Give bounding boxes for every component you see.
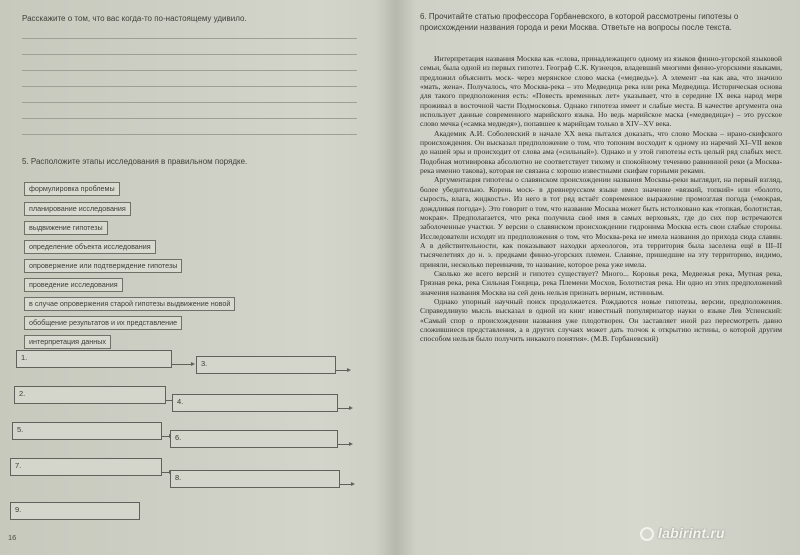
watermark-text: labirint.ru (658, 525, 725, 541)
labirint-logo-icon (640, 527, 654, 541)
step-card[interactable]: интерпретация данных (24, 335, 111, 349)
answer-slot-9[interactable] (10, 502, 140, 520)
article-paragraph: Однако упорный научный поиск продолжается. Рождаются новые гипотезы, версии, предположения. Справедливую мысль высказал в одной из книг известный популяризатор науки о языке Лев Успенский: «Самый спор о происхождении названия уже плодотворен. Он заставляет иной раз пересмотреть давно сложившиеся представления, а в других случаях может дать толчок к открытию истины, о которой другим способом нельзя было получить никакого понятия». (М.В. Горбаневский) (420, 296, 782, 344)
answer-slot-1[interactable] (16, 350, 172, 368)
answer-line (22, 70, 357, 71)
page-number: 16 (8, 533, 17, 542)
question-4: Расскажите о том, что вас когда-то по-настоящему удивило. (22, 14, 247, 23)
slot-number: 8. (175, 473, 182, 482)
answer-line (22, 86, 357, 87)
question-6: 6. Прочитайте статью профессора Горбаневского, в которой рассмотрены гипотезы о происхождении названия города и реки Москва. Ответьте на вопросы после текста. (420, 12, 739, 32)
article-paragraph: Академик А.И. Соболевский в начале XX века пытался доказать, что слово Москва – ирано-скифского происхождения. Он высказал предположение о том, что топоним восходит к одному из наречий XI–VII веков до нашей эры и происходит от слова ама («сильный»). Однако и у этой гипотезы есть целый ряд слабых мест. Подобная мотивировка абсолютно не соответствует тихому и спокойному течению равнинной реки (а Москва-река именно такова), которая не связана с хорошо известными скифам горными реками. (420, 128, 782, 176)
arrow-icon (340, 484, 352, 485)
answer-slot-2[interactable] (14, 386, 166, 404)
answer-slot-7[interactable] (10, 458, 162, 476)
step-card[interactable]: обобщение результатов и их представление (24, 316, 182, 330)
answer-slot-3[interactable] (196, 356, 336, 374)
step-card[interactable]: в случае опровержения старой гипотезы выдвижение новой (24, 297, 235, 311)
answer-line (22, 118, 357, 119)
arrow-icon (162, 472, 170, 473)
left-page (0, 0, 388, 555)
arrow-icon (338, 444, 350, 445)
arrow-icon (172, 364, 192, 365)
step-card[interactable]: определение объекта исследования (24, 240, 156, 254)
answer-slot-6[interactable] (170, 430, 338, 448)
arrow-icon (338, 408, 350, 409)
step-card[interactable]: планирование исследования (24, 202, 131, 216)
article-paragraph: Сколько же всего версий и гипотез существует? Много... Коровья река, Медвежья река, Мутная река, Грязная река, река Сильная Гонцица, река Племени Мосхов, Болотистая река. Ни одно из этих предположений значения названия Москва на сей день нельзя признать верным, истинным. (420, 268, 782, 297)
step-card[interactable]: формулировка проблемы (24, 182, 120, 196)
step-card[interactable]: выдвижение гипотезы (24, 221, 108, 235)
slot-number: 2. (19, 389, 26, 398)
answer-line (22, 38, 357, 39)
step-card[interactable]: опровержение или подтверждение гипотезы (24, 259, 182, 273)
slot-number: 5. (17, 425, 24, 434)
article-text (420, 54, 782, 344)
answer-line (22, 54, 357, 55)
article-paragraph: Аргументация гипотезы о славянском происхождении названия Москвы-реки выглядит, на первый взгляд, более убедительно. Корень моск- в древнерусском языке имел значение «вязкий, топкий» или «болото, сырость, влага, жидкость». Из него в тот ряд встаёт современное выражение промозглая погода («мокрая, дождливая погода»). Это говорит о том, что название Москва может быть истолковано как «топкая, болотистая, мокрая». Предполагается, что река получила своё имя в самых верховьях, где до сих пор встречаются заболоченные участки. У версии о славянском происхождении гидронима Москва есть свои слабые стороны. Исследователи исходят из предположения о том, что Москва-река не имела названия до прихода сюда славян. А в действительности, как показывают находки археологов, эта территория была заселена ещё в III–II тысячелетиях до н. э. предками финно-угорских племен. Славяне, пришедшие на эту территорию, видимо, приняли, несколько переиначив, то название, которое река уже имела. (420, 175, 782, 269)
answer-slot-8[interactable] (170, 470, 340, 488)
slot-number: 1. (21, 353, 28, 362)
arrow-icon (336, 370, 348, 371)
slot-number: 4. (177, 397, 184, 406)
answer-line (22, 102, 357, 103)
step-card[interactable]: проведение исследования (24, 278, 123, 292)
watermark (640, 525, 725, 541)
slot-number: 6. (175, 433, 182, 442)
answer-slot-5[interactable] (12, 422, 162, 440)
arrow-icon (162, 436, 170, 437)
slot-number: 3. (201, 359, 208, 368)
answer-line (22, 134, 357, 135)
question-5: 5. Расположите этапы исследования в правильном порядке. (22, 157, 248, 166)
answer-slot-4[interactable] (172, 394, 338, 412)
slot-number: 7. (15, 461, 22, 470)
slot-number: 9. (15, 505, 22, 514)
article-paragraph: Интерпретация названия Москва как «слова, принадлежащего одному из языков финно-угорской языковой семьи, была одной из первых гипотез. Географ С.К. Кузнецов, владевший многими финно-угорскими языками, предложил объяснить моск- через мерянское слово маска («медведь»). А элемент -ва как ава, что значило «мать, жена». Получалось, что Москва-река – это Медведица река или река Медведица. Историческая основа для такого предположения есть: «Повесть временных лет» указывает, что в середине IX века народ меря проживал в восточной части Подмосковья. Однако гипотеза имеет и слабые места. В качестве аргумента она использует данные современного марийского языка. Но ведь марийское маска («медведица») – это русское слово мечка («самка медведя»), попавшее к марийцам только в XIV–XV века. (420, 54, 782, 129)
